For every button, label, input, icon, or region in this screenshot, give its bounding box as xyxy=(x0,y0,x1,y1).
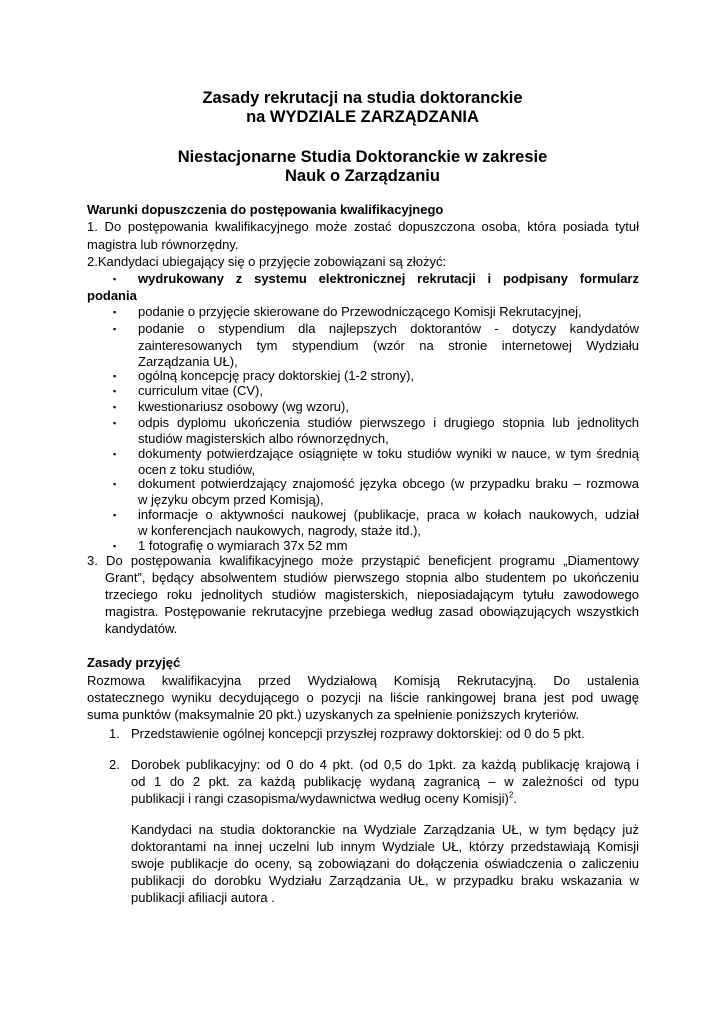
criterion-2-line-3 xyxy=(131,791,517,807)
list-item: ogólną koncepcję pracy doktorskiej (1-2 strony), xyxy=(138,368,415,383)
subtitle-line-1: Niestacjonarne Studia Doktoranckie w zakresie xyxy=(177,148,548,166)
list-item: dokumenty potwierdzające osiągnięte w toku studiów wyniki w nauce, w tym średnią xyxy=(138,446,639,461)
title-line-2: na WYDZIALE ZARZĄDZANIA xyxy=(246,108,479,126)
rules-intro-line-1: Rozmowa kwalifikacyjna przed Wydziałową Komisją Rekrutacyjną. Do ustalenia xyxy=(87,673,639,688)
conditions-heading: Warunki dopuszczenia do postępowania kwalifikacyjnego xyxy=(87,202,444,217)
candidates-note-line-1: Kandydaci na studia doktoranckie na Wydziale Zarządzania UŁ, w tym będący już xyxy=(131,822,639,837)
list-item: odpis dyplomu ukończenia studiów pierwszego i drugiego stopnia lub jednolitych xyxy=(138,415,639,430)
list-item: podanie o stypendium dla najlepszych doktorantów - dotyczy kandydatów xyxy=(138,321,639,336)
list-item-continuation: studiów magisterskich albo równorzędnych, xyxy=(138,431,389,446)
paragraph-3-line-2: Grant”, będący absolwentem studiów pierwszego stopnia albo studentem po ukończeniu xyxy=(105,570,639,585)
list-item: kwestionariusz osobowy (wg wzoru), xyxy=(138,399,349,414)
candidates-note-line-2: doktorantami na innej uczelni lub innym Wydziale UŁ, którzy przedstawiają Komisji xyxy=(131,839,639,854)
list-item-continuation: ocen z toku studiów, xyxy=(138,462,256,477)
paragraph-3-line-4: magistra. Postępowanie rekrutacyjne przebiega według zasad obowiązujących wszystkich xyxy=(105,604,639,619)
list-item: 1 fotografię o wymiarach 37x 52 mm xyxy=(138,538,348,553)
list-item: informacje o aktywności naukowej (publikacje, praca w kołach naukowych, udział xyxy=(138,507,639,522)
bullet-bold-line-2: podania xyxy=(87,288,137,303)
paragraph-2: 2.Kandydaci ubiegający się o przyjęcie zobowiązani są złożyć: xyxy=(87,254,447,269)
bullet-icon: ▪ xyxy=(113,418,117,428)
criterion-number: 1. xyxy=(109,726,120,741)
paragraph-1-line-1: 1. Do postępowania kwalifikacyjnego może zostać dopuszczona osoba, która posiada tytuł xyxy=(87,219,639,234)
candidates-note-line-3: swoje publikacje do oceny, są zobowiązani do dołączenia oświadczenia o zaliczeniu xyxy=(131,856,639,871)
list-item-continuation: w konferencjach naukowych, nagrody, staże itd.), xyxy=(138,523,422,538)
list-item: dokument potwierdzający znajomość języka obcego (w przypadku braku – rozmowa xyxy=(138,476,639,491)
rules-intro-line-3: suma punktów (maksymalnie 20 pkt.) uzyskanych za spełnienie poniższych kryteriów. xyxy=(87,707,580,722)
list-item: curriculum vitae (CV), xyxy=(138,383,263,398)
bullet-icon: ▪ xyxy=(113,479,117,489)
bullet-icon: ▪ xyxy=(113,449,117,459)
bullet-icon: ▪ xyxy=(113,386,117,396)
rules-heading: Zasady przyjęć xyxy=(87,655,181,670)
criterion-2-line-2: od 1 do 2 pkt. za każdą publikację wydaną zagranicą – w zależności od typu xyxy=(131,774,639,789)
subtitle-line-2: Nauk o Zarządzaniu xyxy=(285,167,440,185)
list-item: podanie o przyjęcie skierowane do Przewodniczącego Komisji Rekrutacyjnej, xyxy=(138,304,582,319)
bullet-icon: ▪ xyxy=(113,274,117,284)
bullet-icon: ▪ xyxy=(113,402,117,412)
bullet-icon: ▪ xyxy=(113,510,117,520)
criterion-1: Przedstawienie ogólnej koncepcji przyszłej rozprawy doktorskiej: od 0 do 5 pkt. xyxy=(131,726,585,741)
bullet-icon: ▪ xyxy=(113,371,117,381)
paragraph-3-line-1: 3. Do postępowania kwalifikacyjnego może przystąpić beneficjent programu „Diamentowy xyxy=(87,553,639,568)
title-line-1: Zasady rekrutacji na studia doktoranckie xyxy=(202,89,523,107)
criterion-2-period: . xyxy=(513,791,517,806)
criterion-2-line-3-text: publikacji i rangi czasopisma/wydawnictwa według oceny Komisji) xyxy=(131,791,509,806)
list-item-continuation: w języku obcym przed Komisją), xyxy=(138,492,324,507)
paragraph-3-line-5: kandydatów. xyxy=(105,621,178,636)
bullet-icon: ▪ xyxy=(113,307,117,317)
rules-intro-line-2: ostatecznego wyniku decydującego o pozycji na liście rankingowej brana jest pod uwagę xyxy=(87,690,639,705)
bullet-bold-line-1: wydrukowany z systemu elektronicznej rekrutacji i podpisany formularz xyxy=(138,271,639,286)
criterion-number: 2. xyxy=(109,757,120,772)
paragraph-3-line-3: trzeciego roku jednolitych studiów magisterskich, nieposiadającym tytułu zawodowego xyxy=(105,587,639,602)
candidates-note-line-4: publikacji do dorobku Wydziału Zarządzania UŁ, w przypadku braku wskazania w xyxy=(131,873,639,888)
footnote-marker: 2 xyxy=(508,790,514,800)
list-item-continuation: zainteresowanych tym stypendium (wzór na stronie internetowej Wydziału xyxy=(138,338,639,353)
bullet-icon: ▪ xyxy=(113,541,117,551)
criterion-2-line-1: Dorobek publikacyjny: od 0 do 4 pkt. (od 0,5 do 1pkt. za każdą publikację krajową i xyxy=(131,757,639,772)
candidates-note-line-5: publikacji afiliacji autora . xyxy=(131,890,275,905)
list-item-continuation: Zarządzania UŁ), xyxy=(138,354,238,369)
paragraph-1-line-2: magistra lub równorzędny. xyxy=(87,237,239,252)
bullet-icon: ▪ xyxy=(113,324,117,334)
